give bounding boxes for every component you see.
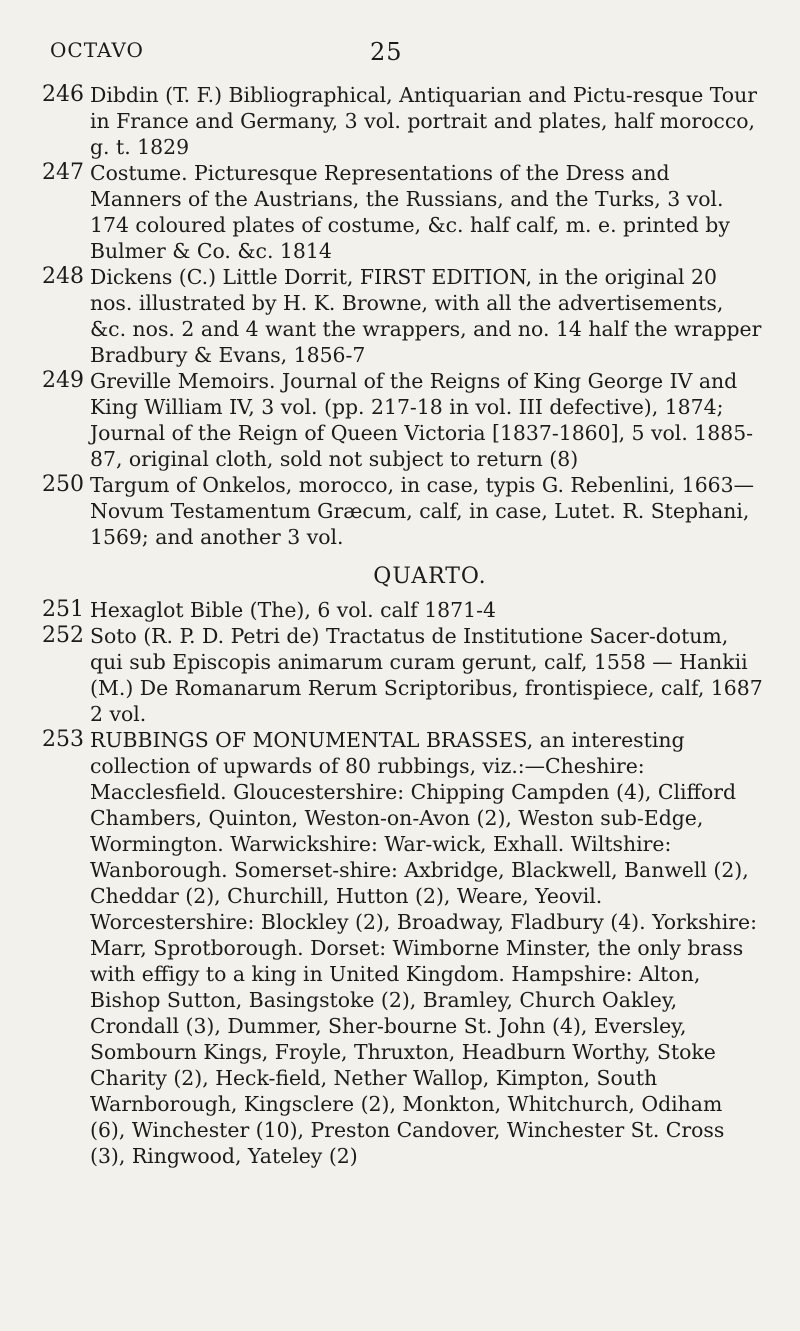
lot-number: 249 bbox=[42, 368, 84, 393]
lot-entry bbox=[0, 597, 800, 623]
lot-description: Costume. Picturesque Representations of the Dress and Manners of the Austrians, the Russians, and the Turks, 3 vol. 174 coloured plates of costume, &c. half calf, m. e. printed by Bulmer & Co. &c. 1814 bbox=[90, 161, 730, 263]
quarto-heading: QUARTO. bbox=[373, 564, 487, 589]
lot-number: 252 bbox=[42, 623, 84, 648]
lot-number: 250 bbox=[42, 472, 84, 497]
lot-entry bbox=[0, 623, 800, 727]
lot-number: 247 bbox=[42, 160, 84, 185]
lot-description: Greville Memoirs. Journal of the Reigns of King George IV and King William IV, 3 vol. (pp. 217-18 in vol. III defective), 1874; Journal of the Reign of Queen Victoria [1837-1860], 5 vol. 1885-87, original cloth, sold not subject to return (8) bbox=[90, 369, 754, 471]
lot-description: Dickens (C.) Little Dorrit, FIRST EDITION, in the original 20 nos. illustrated by H. K. Browne, with all the advertisements, &c. nos. 2 and 4 want the wrappers, and no. 14 half the wrapper Bradbury & Evans, 1856-7 bbox=[90, 265, 762, 367]
lot-entry bbox=[0, 472, 800, 550]
lot-entry bbox=[0, 160, 800, 264]
lot-number: 248 bbox=[42, 264, 84, 289]
lot-entry bbox=[0, 368, 800, 472]
page-number: 25 bbox=[370, 38, 403, 66]
section-title: OCTAVO bbox=[50, 38, 144, 62]
lot-description: Dibdin (T. F.) Bibliographical, Antiquarian and Pictu-resque Tour in France and Germany, 3 vol. portrait and plates, half morocco, g. t. 1829 bbox=[90, 83, 757, 159]
lot-number: 246 bbox=[42, 82, 84, 107]
lot-description: Targum of Onkelos, morocco, in case, typis G. Rebenlini, 1663—Novum Testamentum Græcum, calf, in case, Lutet. R. Stephani, 1569; and another 3 vol. bbox=[90, 473, 755, 549]
lot-entry bbox=[0, 82, 800, 160]
page-header bbox=[50, 38, 722, 68]
lot-description: Soto (R. P. D. Petri de) Tractatus de Institutione Sacer-dotum, qui sub Episcopis animarum curam gerunt, calf, 1558 — Hankii (M.) De Romanarum Rerum Scriptoribus, frontispiece, calf, 1687 2 vol. bbox=[90, 624, 763, 726]
lot-description: Hexaglot Bible (The), 6 vol. calf 1871-4 bbox=[90, 598, 496, 622]
lot-description: RUBBINGS OF MONUMENTAL BRASSES, an interesting collection of upwards of 80 rubbings, viz.:—Cheshire: Macclesfield. Gloucestershire: Chipping Campden (4), Clifford Chambers, Quinton, Weston-on-Avon (2), Weston sub-Edge, Wormington. Warwickshire: War-wick, Exhall. Wiltshire: Wanborough. Somerset-shire: Axbridge, Blackwell, Banwell (2), Cheddar (2), Churchill, Hutton (2), Weare, Yeovil. Worcestershire: Blockley (2), Broadway, Fladbury (4). Yorkshire: Marr, Sprotborough. Dorset: Wimborne Minster, the only brass with effigy to a king in United Kingdom. Hampshire: Alton, Bishop Sutton, Basingstoke (2), Bramley, Church Oakley, Crondall (3), Dummer, Sher-bourne St. John (4), Eversley, Sombourn Kings, Froyle, Thruxton, Headburn Worthy, Stoke Charity (2), Heck-field, Nether Wallop, Kimpton, South Warnborough, Kingsclere (2), Monkton, Whitchurch, Odiham (6), Winchester (10), Preston Candover, Winchester St. Cross (3), Ringwood, Yateley (2) bbox=[90, 728, 757, 1168]
lot-number: 251 bbox=[42, 597, 84, 622]
lot-entry bbox=[0, 264, 800, 368]
lot-entry bbox=[0, 727, 800, 1169]
catalogue-entries bbox=[0, 82, 800, 1169]
lot-number: 253 bbox=[42, 727, 84, 752]
